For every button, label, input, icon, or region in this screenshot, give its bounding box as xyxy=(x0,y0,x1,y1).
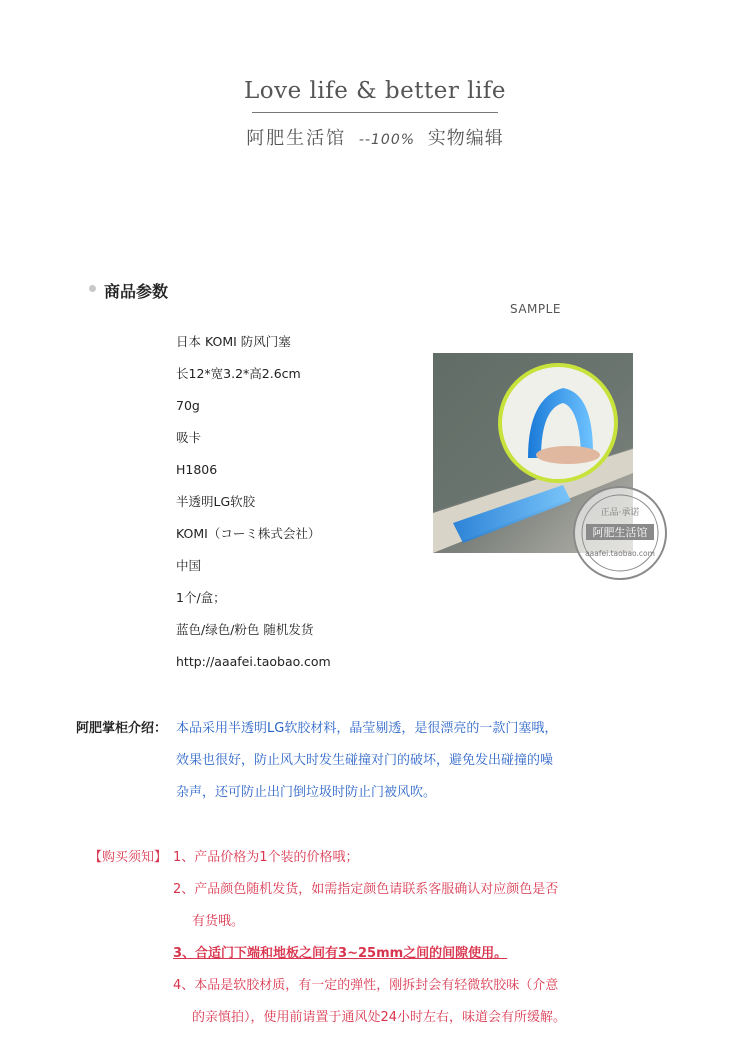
bullet-icon xyxy=(89,285,96,292)
param-value: 中国 xyxy=(176,558,202,573)
stamp-top-text: 正品·承诺 xyxy=(600,508,640,518)
param-value: 长12*宽3.2*高2.6cm xyxy=(176,366,301,381)
param-value: 1个/盒； xyxy=(176,590,226,605)
section-title: 商品参数 xyxy=(104,282,169,301)
header-divider xyxy=(252,112,498,113)
intro-line: 效果也很好，防止风大时发生碰撞对门的破坏，避免发出碰撞的噪 xyxy=(176,753,554,768)
notice-line: 2、产品颜色随机发货，如需指定颜色请联系客服确认对应颜色是否 xyxy=(173,882,559,897)
param-value: 吸卡 xyxy=(176,430,202,445)
notice-line: 的亲慎拍），使用前请置于通风处24小时左右，味道会有所缓解。 xyxy=(192,1010,567,1025)
brand-name: 阿肥生活馆 xyxy=(246,128,347,149)
percent-label: --100% xyxy=(358,132,416,148)
sample-label: SAMPLE xyxy=(510,302,561,316)
header-title: Love life & better life xyxy=(243,78,507,104)
param-value: 日本 KOMI 防风门塞 xyxy=(176,334,291,349)
param-value: H1806 xyxy=(176,462,218,477)
param-value[interactable]: http://aaafei.taobao.com xyxy=(176,654,331,669)
notice-line: 1、产品价格为1个装的价格哦； xyxy=(173,850,359,865)
intro-line: 本品采用半透明LG软胶材料，晶莹剔透，是很漂亮的一款门塞哦， xyxy=(176,721,558,736)
param-value: 半透明LG软胶 xyxy=(176,494,256,509)
notice-label: 【购买须知】 xyxy=(89,850,168,865)
notice-line: 4、本品是软胶材质，有一定的弹性，刚拆封会有轻微软胶味（介意 xyxy=(173,978,559,993)
stamp-middle-text: 阿肥生活馆 xyxy=(592,526,648,539)
notice-line-emphasis: 3、合适门下端和地板之间有3~25mm之间的间隙使用。 xyxy=(173,946,508,961)
param-value: KOMI（コーミ株式会社） xyxy=(176,526,321,541)
param-value: 70g xyxy=(176,398,200,413)
intro-line: 杂声，还可防止出门倒垃圾时防止门被风吹。 xyxy=(176,785,437,800)
intro-label: 阿肥掌柜介绍： xyxy=(76,721,168,736)
stamp-bottom-text: aaafei.taobao.com xyxy=(585,549,655,558)
watermark-stamp xyxy=(570,483,670,583)
subtitle-text: 实物编辑 xyxy=(427,128,504,149)
header-subtitle xyxy=(0,124,750,150)
notice-line: 有货哦。 xyxy=(192,914,245,929)
param-value: 蓝色/绿色/粉色 随机发货 xyxy=(176,622,314,637)
